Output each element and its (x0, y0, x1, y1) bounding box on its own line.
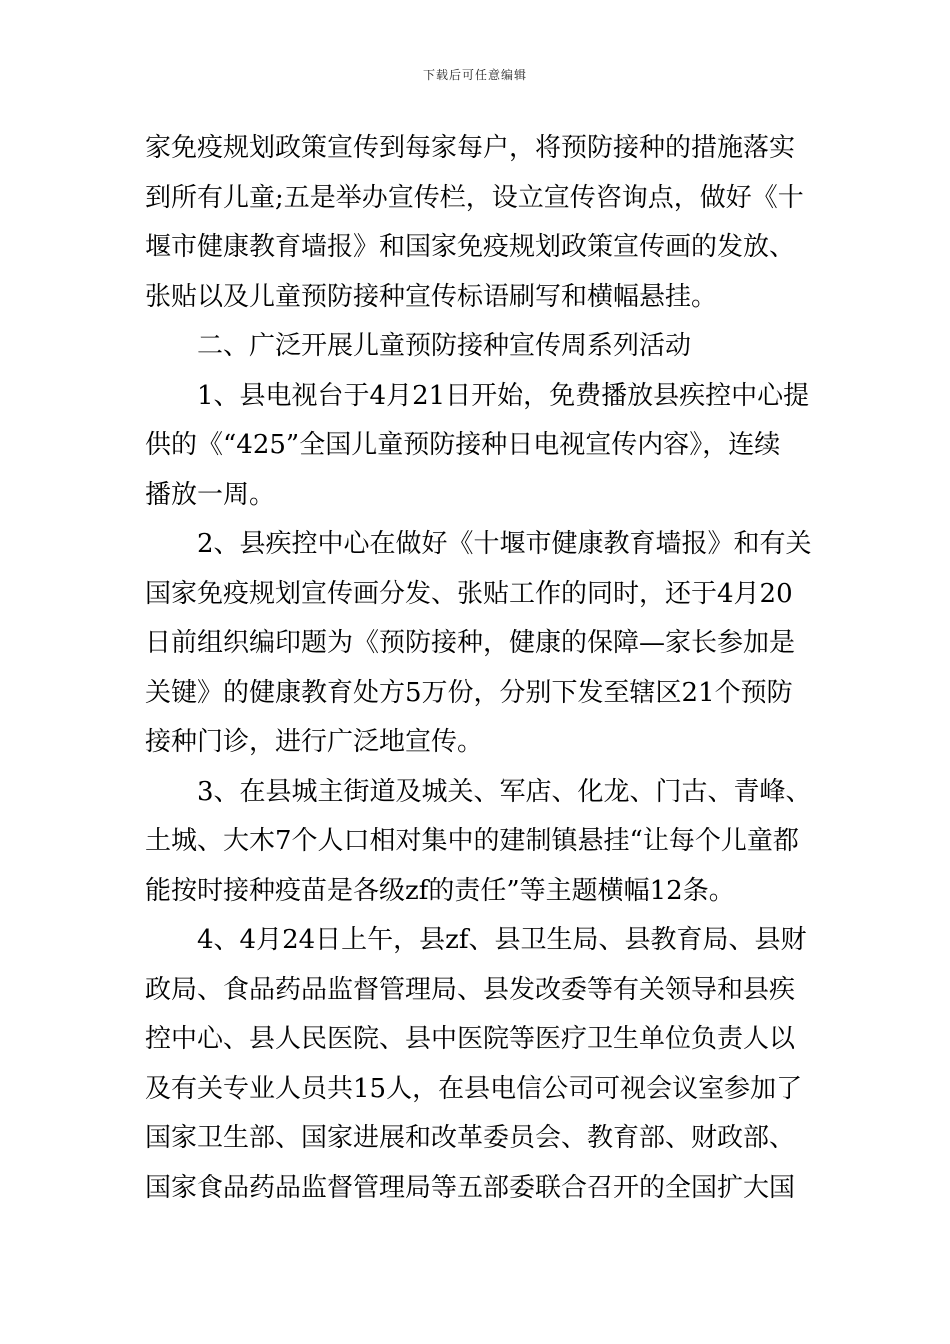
text-line: 能按时接种疫苗是各级zf的责任”等主题横幅12条。 (145, 875, 735, 906)
text-line: 1、县电视台于4月21日开始，免费播放县疾控中心提 (197, 380, 810, 411)
text-line: 4、4月24日上午，县zf、县卫生局、县教育局、县财 (197, 925, 807, 955)
body-text (145, 124, 815, 1213)
text-line: 政局、食品药品监督管理局、县发改委等有关领导和县疾 (145, 974, 796, 1005)
text-line: 土城、大木7个人口相对集中的建制镇悬挂“让每个儿童都 (145, 826, 799, 856)
text-line: 3、在县城主街道及城关、军店、化龙、门古、青峰、 (197, 776, 812, 807)
text-line: 国家卫生部、国家进展和改革委员会、教育部、财政部、 (145, 1123, 796, 1153)
text-line: 2、县疾控中心在做好《十堰市健康教育墙报》和有关 (197, 529, 812, 559)
text-line: 国家食品药品监督管理局等五部委联合召开的全国扩大国 (145, 1172, 796, 1203)
text-line: 接种门诊，进行广泛地宣传。 (145, 727, 484, 757)
text-line: 到所有儿童;五是举办宣传栏，设立宣传咨询点，做好《十 (145, 182, 804, 213)
text-line: 家免疫规划政策宣传到每家每户，将预防接种的措施落实 (145, 133, 796, 163)
text-line: 播放一周。 (145, 479, 276, 510)
section-heading: 二、广泛开展儿童预防接种宣传周系列活动 (197, 331, 692, 361)
header-note: 下载后可任意编辑 (422, 68, 527, 82)
text-line: 国家免疫规划宣传画分发、张贴工作的同时，还于4月20 (145, 578, 793, 609)
text-line: 及有关专业人员共15人，在县电信公司可视会议室参加了 (145, 1073, 803, 1104)
text-line: 关键》的健康教育处方5万份，分别下发至辖区21个预防 (145, 677, 793, 708)
text-line: 供的《“425”全国儿童预防接种日电视宣传内容》，连续 (145, 430, 781, 460)
text-line: 堰市健康教育墙报》和国家免疫规划政策宣传画的发放、 (145, 232, 796, 262)
text-line: 日前组织编印题为《预防接种，健康的保障—家长参加是 (145, 628, 796, 658)
text-line: 张贴以及儿童预防接种宣传标语刷写和横幅悬挂。 (145, 281, 718, 312)
text-line: 控中心、县人民医院、县中医院等医疗卫生单位负责人以 (145, 1024, 796, 1054)
